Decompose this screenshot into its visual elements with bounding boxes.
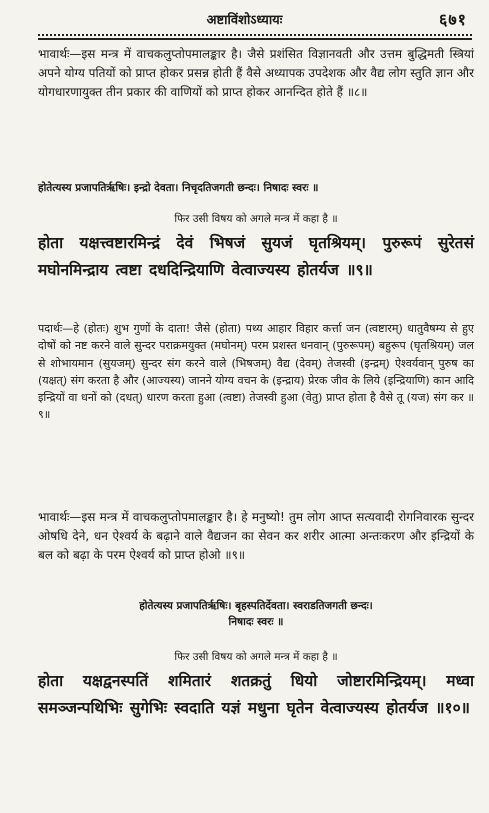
mantra-9 bbox=[38, 230, 474, 284]
mantra-10 bbox=[38, 668, 474, 722]
mantra-9-meta bbox=[38, 180, 474, 196]
mantra-10-meta bbox=[38, 598, 474, 630]
page-number: ६७१ bbox=[439, 10, 467, 29]
padarth-9 bbox=[38, 320, 474, 424]
mantra-9-text: होता यक्षत्त्वष्टारमिन्द्रं देवं भिषजं सुयजं घृतश्रियम्। पुरुरूपं सुरेतसं मघोनमिन्द्राय त्वष्टा दधदिन्द्रियाणि वेत्वाज्यस्य होतर्यज ॥९॥ bbox=[38, 234, 474, 279]
bhavarth-8 bbox=[38, 45, 474, 102]
running-title: अष्टाविंशोऽध्यायः bbox=[206, 13, 283, 28]
mantra-10-meta-line2: निषादः स्वरः ॥ bbox=[228, 616, 284, 628]
header-rule-solid bbox=[38, 38, 472, 40]
bhavarth-9 bbox=[38, 508, 474, 565]
header-rule-dotted bbox=[38, 34, 472, 36]
bhavarth-8-text: भावार्थः—इस मन्त्र में वाचकलुप्तोपमालङ्कार है। जैसे प्रशंसित विज्ञानवती और उत्तम बुद्धिमती स्त्रियां अपने योग्य पतियों को प्राप्त होकर प्रसन्न होती हैं वैसे अध्यापक उपदेशक और वैद्य लोग स्तुति ज्ञान और योगधारणायुक्त तीन प्रकार की वाणियों को प्राप्त होकर आनन्दित होते हैं ॥८॥ bbox=[38, 47, 474, 99]
page-header bbox=[0, 6, 489, 32]
mantra-10-intro bbox=[38, 650, 474, 664]
bhavarth-9-text: भावार्थः—इस मन्त्र में वाचकलुप्तोपमालङ्कार है। हे मनुष्यो! तुम लोग आप्त सत्यवादी रोगनिवारक सुन्दर ओषधि देने, धन ऐश्वर्य के बढ़ाने वाले वैद्यजन का सेवन कर शरीर आत्मा अन्तःकरण और इन्द्रियों के बल को बढ़ा के परम ऐश्वर्य को प्राप्त होओ ॥९॥ bbox=[38, 510, 474, 562]
padarth-9-text: पदार्थः—हे (होतः) शुभ गुणों के दाता! जैसे (होता) पथ्य आहार विहार कर्त्ता जन (त्वष्टारम्) धातुवैषम्य से हुए दोषों को नष्ट करने वाले सुन्दर पराक्रमयुक्त (मघोनम्) परम प्रशस्त धनवान् (पुरुरूपम्) बहुरूप (घृतश्रियम्) जल से शोभायमान (सुयजम्) सुन्दर संग करने वाले (भिषजम्) वैद्य (देवम्) तेजस्वी (इन्द्रम्) ऐश्वर्यवान् पुरुष का (यक्षत्) संग करता है और (आज्यस्य) जानने योग्य वचन के (इन्द्राय) प्रेरक जीव के लिये (इन्द्रियाणि) कान आदि इन्द्रियों वा धनों को (दधत्) धारण करता हुआ (त्वष्टा) तेजस्वी हुआ (वेतु) प्राप्त होता है वैसे तू (यज) संग कर ॥९॥ bbox=[38, 322, 474, 422]
mantra-9-meta-text: होतेत्यस्य प्रजापतिर्ऋषिः। इन्द्रो देवता। निचृदतिजगती छन्दः। निषादः स्वरः ॥ bbox=[38, 182, 319, 194]
mantra-10-text: होता यक्षद्वनस्पतिं शमितारं शतक्रतुं धियो जोष्टारमिन्द्रियम्। मध्वा समञ्जन्पथिभिः सुगेभिः स्वदाति यज्ञं मधुना घृतेन वेत्वाज्यस्य होतर्यज ॥१०॥ bbox=[38, 672, 474, 717]
mantra-9-intro-text: फिर उसी विषय को अगले मन्त्र में कहा है ॥ bbox=[174, 213, 338, 225]
mantra-9-intro bbox=[38, 212, 474, 226]
mantra-10-meta-line1: होतेत्यस्य प्रजापतिर्ऋषिः। बृहस्पतिर्देवता। स्वराडतिजगती छन्दः। bbox=[139, 600, 373, 612]
mantra-10-intro-text: फिर उसी विषय को अगले मन्त्र में कहा है ॥ bbox=[174, 651, 338, 663]
